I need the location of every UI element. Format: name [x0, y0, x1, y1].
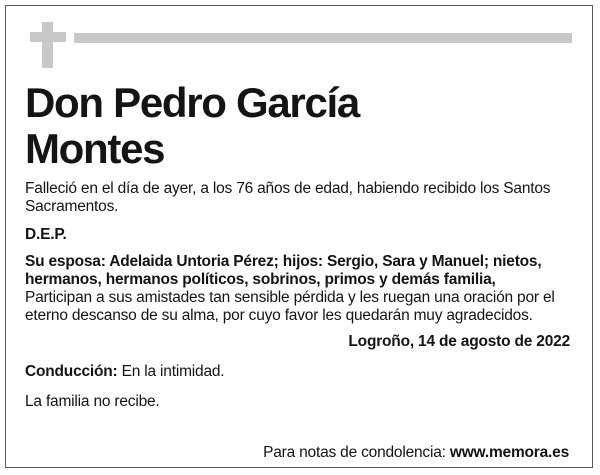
notice-body	[25, 180, 570, 411]
request-text: Participan a sus amistades tan sensible pérdida y les ruegan una oración por el eterno descanso de su alma, por cuyo favor les quedarán muy agradecidos.	[25, 289, 555, 324]
conduccion-label: Conducción:	[25, 363, 118, 380]
death-notice-text: Falleció en el día de ayer, a los 76 años de edad, habiendo recibido los Santos Sacramentos.	[25, 180, 551, 215]
cross-icon	[30, 22, 66, 68]
notice-header	[30, 22, 572, 68]
condolence-notes	[263, 444, 569, 462]
deceased-name-line2: Montes	[25, 125, 165, 172]
deceased-name	[25, 80, 570, 172]
conduccion-value: En la intimidad.	[117, 363, 225, 380]
place-date: Logroño, 14 de agosto de 2022	[348, 333, 570, 350]
dep-text: D.E.P.	[25, 226, 67, 243]
condolence-label: Para notas de condolencia:	[263, 444, 450, 461]
no-reception-text: La familia no recibe.	[25, 393, 160, 410]
family-text: Su esposa: Adelaida Untoria Pérez; hijos: Sergio, Sara y Manuel; nietos, hermanos, hermanos políticos, sobrinos, primos y demás familia,	[25, 253, 542, 288]
condolence-link[interactable]: www.memora.es	[449, 444, 569, 461]
conduccion-line	[25, 363, 570, 381]
deceased-name-line1: Don Pedro García	[25, 79, 359, 126]
header-divider-bar	[74, 33, 572, 43]
